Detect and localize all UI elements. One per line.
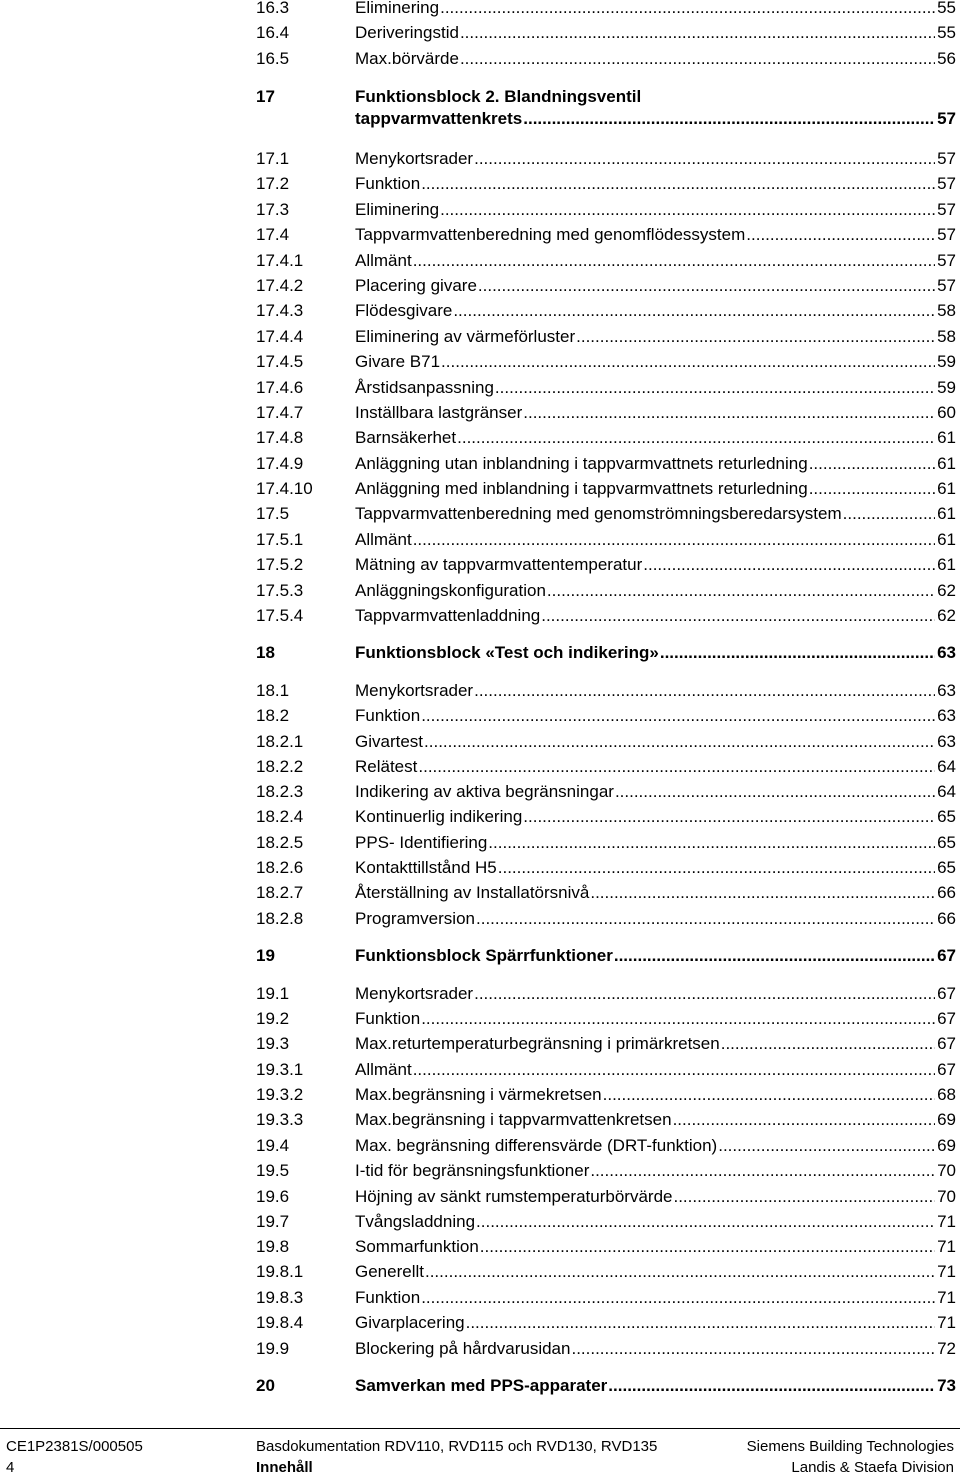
toc-title: Anläggning med inblandning i tappvarmvattnets returledning bbox=[355, 479, 808, 498]
toc-page-number: 67 bbox=[937, 1009, 956, 1028]
toc-title: Eliminering av värmeförluster bbox=[355, 327, 576, 346]
toc-number: 19.8.1 bbox=[256, 1262, 304, 1281]
toc-number: 18.2.3 bbox=[256, 782, 304, 801]
toc-entry[interactable] bbox=[256, 832, 956, 854]
toc-chapter[interactable] bbox=[256, 1375, 956, 1397]
toc-entry[interactable] bbox=[256, 781, 956, 803]
toc-page-number: 61 bbox=[937, 454, 956, 473]
toc-title: Funktion bbox=[355, 1288, 421, 1307]
toc-number: 19.2 bbox=[256, 1009, 290, 1028]
toc-number: 19.3.2 bbox=[256, 1085, 304, 1104]
toc-title: Eliminering bbox=[355, 0, 440, 17]
toc-number: 18 bbox=[256, 643, 275, 662]
toc-page-number: 57 bbox=[937, 251, 956, 270]
dot-leader bbox=[809, 453, 935, 475]
toc-title: Tappvarmvattenberedning med genomflödessystem bbox=[355, 225, 746, 244]
toc-number: 17.4.1 bbox=[256, 251, 304, 270]
toc-number: 17.3 bbox=[256, 200, 290, 219]
dot-leader bbox=[608, 1375, 935, 1397]
toc-entry[interactable] bbox=[256, 882, 956, 904]
dot-leader bbox=[523, 108, 935, 130]
dot-leader bbox=[495, 377, 935, 399]
toc-number: 19.8.3 bbox=[256, 1288, 304, 1307]
dot-leader bbox=[413, 250, 935, 272]
toc-title: Återställning av Installatörsnivå bbox=[355, 883, 590, 902]
toc-number: 17.4 bbox=[256, 225, 290, 244]
dot-leader bbox=[478, 275, 935, 297]
toc-entry[interactable] bbox=[256, 1287, 956, 1309]
toc-number: 18.2 bbox=[256, 706, 290, 725]
toc-title: Funktionsblock «Test och indikering» bbox=[355, 643, 659, 662]
toc-page-number: 61 bbox=[937, 555, 956, 574]
dot-leader bbox=[603, 1084, 935, 1106]
dot-leader bbox=[614, 945, 935, 967]
toc-number: 17 bbox=[256, 87, 275, 106]
toc-entry[interactable] bbox=[256, 1261, 956, 1283]
dot-leader bbox=[718, 1135, 935, 1157]
toc-page-number: 57 bbox=[937, 225, 956, 244]
toc-number: 17.4.7 bbox=[256, 403, 304, 422]
toc-entry[interactable] bbox=[256, 224, 956, 246]
toc-title: Max.returtemperaturbegränsning i primärkretsen bbox=[355, 1034, 720, 1053]
toc-entry[interactable] bbox=[256, 1109, 956, 1131]
toc-title: Tappvarmvattenladdning bbox=[355, 606, 541, 625]
toc-page-number: 66 bbox=[937, 909, 956, 928]
toc-title: Tvångsladdning bbox=[355, 1212, 476, 1231]
toc-entry[interactable] bbox=[256, 1084, 956, 1106]
toc-title: Allmänt bbox=[355, 251, 412, 270]
toc-number: 17.5.4 bbox=[256, 606, 304, 625]
toc-page-number: 67 bbox=[937, 1034, 956, 1053]
toc-entry[interactable] bbox=[256, 250, 956, 272]
toc-page-number: 65 bbox=[937, 833, 956, 852]
toc-entry[interactable] bbox=[256, 199, 956, 221]
dot-leader bbox=[413, 529, 935, 551]
toc-title: Placering givare bbox=[355, 276, 477, 295]
toc-number: 17.4.6 bbox=[256, 378, 304, 397]
toc-number: 19.1 bbox=[256, 984, 290, 1003]
toc-number: 20 bbox=[256, 1376, 275, 1395]
toc-number: 16.4 bbox=[256, 23, 290, 42]
dot-leader bbox=[590, 882, 935, 904]
toc-entry[interactable] bbox=[256, 48, 956, 70]
toc-number: 18.2.7 bbox=[256, 883, 304, 902]
toc-entry[interactable] bbox=[256, 1211, 956, 1233]
toc-page-number: 61 bbox=[937, 504, 956, 523]
toc-page-number: 57 bbox=[937, 276, 956, 295]
toc-entry[interactable] bbox=[256, 680, 956, 702]
toc-page-number: 57 bbox=[937, 200, 956, 219]
toc-entry[interactable] bbox=[256, 326, 956, 348]
toc-page-number: 59 bbox=[937, 378, 956, 397]
toc-page-number: 55 bbox=[937, 0, 956, 17]
toc-title: Eliminering bbox=[355, 200, 440, 219]
toc-entry[interactable] bbox=[256, 1033, 956, 1055]
toc-number: 19.9 bbox=[256, 1339, 290, 1358]
toc-title: Allmänt bbox=[355, 530, 412, 549]
toc-number: 17.4.8 bbox=[256, 428, 304, 447]
toc-entry[interactable] bbox=[256, 1008, 956, 1030]
toc-page-number: 68 bbox=[937, 1085, 956, 1104]
toc-page-number: 67 bbox=[937, 946, 956, 965]
toc-entry[interactable] bbox=[256, 148, 956, 170]
toc-page-number: 71 bbox=[937, 1212, 956, 1231]
toc-page-number: 61 bbox=[937, 428, 956, 447]
toc-entry[interactable] bbox=[256, 0, 956, 19]
toc-page-number: 67 bbox=[937, 1060, 956, 1079]
toc-entry[interactable] bbox=[256, 503, 956, 525]
toc-number: 18.2.4 bbox=[256, 807, 304, 826]
toc-page-number: 61 bbox=[937, 530, 956, 549]
toc-entry[interactable] bbox=[256, 1312, 956, 1334]
dot-leader bbox=[615, 781, 935, 803]
toc-page-number: 69 bbox=[937, 1110, 956, 1129]
dot-leader bbox=[460, 48, 935, 70]
dot-leader bbox=[466, 1312, 935, 1334]
toc-number: 19.4 bbox=[256, 1136, 290, 1155]
toc-entry[interactable] bbox=[256, 1160, 956, 1182]
toc-page-number: 63 bbox=[937, 706, 956, 725]
toc-title: Kontakttillstånd H5 bbox=[355, 858, 497, 877]
dot-leader bbox=[474, 680, 935, 702]
toc-number: 17.4.9 bbox=[256, 454, 304, 473]
toc-entry[interactable] bbox=[256, 605, 956, 627]
toc-title: Samverkan med PPS-apparater bbox=[355, 1376, 608, 1395]
toc-entry[interactable] bbox=[256, 453, 956, 475]
toc-number: 18.2.1 bbox=[256, 732, 304, 751]
dot-leader bbox=[457, 427, 935, 449]
toc-page-number: 71 bbox=[937, 1237, 956, 1256]
toc-title: Barnsäkerhet bbox=[355, 428, 457, 447]
toc-title: Kontinuerlig indikering bbox=[355, 807, 523, 826]
toc-number: 19.3.3 bbox=[256, 1110, 304, 1129]
dot-leader bbox=[460, 22, 935, 44]
toc-entry[interactable] bbox=[256, 1186, 956, 1208]
toc-page-number: 62 bbox=[937, 606, 956, 625]
toc-page-number: 71 bbox=[937, 1262, 956, 1281]
toc-title: Givare B71 bbox=[355, 352, 441, 371]
toc-page-number: 63 bbox=[937, 732, 956, 751]
toc-title: Menykortsrader bbox=[355, 149, 474, 168]
toc-title: Årstidsanpassning bbox=[355, 378, 494, 397]
dot-leader bbox=[523, 806, 935, 828]
toc-title: Tappvarmvattenberedning med genomströmningsberedarsystem bbox=[355, 504, 842, 523]
toc-number: 17.2 bbox=[256, 174, 290, 193]
dot-leader bbox=[843, 503, 935, 525]
toc-entry[interactable] bbox=[256, 756, 956, 778]
toc-title: Menykortsrader bbox=[355, 984, 474, 1003]
dot-leader bbox=[476, 1211, 935, 1233]
toc-page-number: 71 bbox=[937, 1313, 956, 1332]
toc-number: 17.5 bbox=[256, 504, 290, 523]
toc-title: Sommarfunktion bbox=[355, 1237, 479, 1256]
dot-leader bbox=[590, 1160, 935, 1182]
toc-page-number: 55 bbox=[937, 23, 956, 42]
toc-entry[interactable] bbox=[256, 402, 956, 424]
toc-number: 17.4.2 bbox=[256, 276, 304, 295]
toc-entry[interactable] bbox=[256, 1135, 956, 1157]
toc-title: Funktionsblock Spärrfunktioner bbox=[355, 946, 613, 965]
dot-leader bbox=[474, 148, 935, 170]
toc-entry[interactable] bbox=[256, 427, 956, 449]
toc-title: Indikering av aktiva begränsningar bbox=[355, 782, 614, 801]
toc-page-number: 71 bbox=[937, 1288, 956, 1307]
dot-leader bbox=[421, 1287, 935, 1309]
toc-entry[interactable] bbox=[256, 554, 956, 576]
toc-title: Max.börvärde bbox=[355, 49, 459, 68]
toc-entry[interactable] bbox=[256, 731, 956, 753]
toc-page-number: 63 bbox=[937, 643, 956, 662]
toc-entry[interactable] bbox=[256, 806, 956, 828]
toc-page-number: 67 bbox=[937, 984, 956, 1003]
dot-leader bbox=[474, 983, 935, 1005]
dot-leader bbox=[440, 199, 935, 221]
toc-title: Max. begränsning differensvärde (DRT-funktion) bbox=[355, 1136, 718, 1155]
toc-number: 18.2.5 bbox=[256, 833, 304, 852]
toc-number: 18.2.8 bbox=[256, 909, 304, 928]
toc-page-number: 64 bbox=[937, 782, 956, 801]
toc-title: Anläggning utan inblandning i tappvarmvattnets returledning bbox=[355, 454, 808, 473]
toc-chapter[interactable] bbox=[256, 642, 956, 664]
dot-leader bbox=[523, 402, 935, 424]
toc-page-number: 62 bbox=[937, 581, 956, 600]
toc-title: Menykortsrader bbox=[355, 681, 474, 700]
toc-entry[interactable] bbox=[256, 857, 956, 879]
toc-title: Givartest bbox=[355, 732, 424, 751]
toc-page-number: 64 bbox=[937, 757, 956, 776]
dot-leader bbox=[441, 351, 935, 373]
toc-entry[interactable] bbox=[256, 478, 956, 500]
dot-leader bbox=[421, 1008, 935, 1030]
toc-entry[interactable] bbox=[256, 580, 956, 602]
dot-leader bbox=[440, 0, 935, 19]
toc-number: 17.1 bbox=[256, 149, 290, 168]
dot-leader bbox=[746, 224, 935, 246]
toc-number: 17.5.1 bbox=[256, 530, 304, 549]
toc-page-number: 56 bbox=[937, 49, 956, 68]
toc-entry[interactable] bbox=[256, 351, 956, 373]
toc-number: 18.1 bbox=[256, 681, 290, 700]
toc-page-number: 63 bbox=[937, 681, 956, 700]
page-footer bbox=[0, 1428, 960, 1476]
toc-number: 19.7 bbox=[256, 1212, 290, 1231]
toc-title: Funktionsblock 2. Blandningsventil bbox=[355, 87, 642, 106]
toc-entry[interactable] bbox=[256, 983, 956, 1005]
dot-leader bbox=[418, 756, 935, 778]
toc-entry[interactable] bbox=[256, 377, 956, 399]
doc-id: CE1P2381S/000505 bbox=[6, 1438, 143, 1455]
toc-title: Inställbara lastgränser bbox=[355, 403, 523, 422]
section-name: Innehåll bbox=[256, 1459, 313, 1476]
dot-leader bbox=[488, 832, 935, 854]
dot-leader bbox=[643, 554, 935, 576]
toc-title: Mätning av tappvarmvattentemperatur bbox=[355, 555, 643, 574]
toc-number: 19.3.1 bbox=[256, 1060, 304, 1079]
toc-page-number: 66 bbox=[937, 883, 956, 902]
toc-title: Allmänt bbox=[355, 1060, 412, 1079]
toc-entry[interactable] bbox=[256, 1059, 956, 1081]
toc-title: Höjning av sänkt rumstemperaturbörvärde bbox=[355, 1187, 673, 1206]
toc-page-number: 57 bbox=[937, 109, 956, 128]
dot-leader bbox=[480, 1236, 935, 1258]
dot-leader bbox=[498, 857, 935, 879]
toc-page-number: 61 bbox=[937, 479, 956, 498]
toc-page-number: 58 bbox=[937, 301, 956, 320]
toc-entry[interactable] bbox=[256, 173, 956, 195]
toc-title: Deriveringstid bbox=[355, 23, 459, 42]
toc-number: 19 bbox=[256, 946, 275, 965]
dot-leader bbox=[673, 1109, 936, 1131]
toc-page-number: 70 bbox=[937, 1187, 956, 1206]
toc-page-number: 59 bbox=[937, 352, 956, 371]
toc-title-continued: tappvarmvattenkrets bbox=[355, 109, 523, 128]
dot-leader bbox=[576, 326, 935, 348]
toc-number: 18.2.2 bbox=[256, 757, 304, 776]
toc-title: Max.begränsning i värmekretsen bbox=[355, 1085, 602, 1104]
toc-page-number: 57 bbox=[937, 149, 956, 168]
dot-leader bbox=[809, 478, 935, 500]
toc-number: 17.4.4 bbox=[256, 327, 304, 346]
toc-number: 17.4.10 bbox=[256, 479, 313, 498]
toc-number: 19.8 bbox=[256, 1237, 290, 1256]
toc-number: 18.2.6 bbox=[256, 858, 304, 877]
toc-number: 16.3 bbox=[256, 0, 290, 17]
toc-page-number: 72 bbox=[937, 1339, 956, 1358]
toc-page-number: 73 bbox=[937, 1376, 956, 1395]
dot-leader bbox=[721, 1033, 935, 1055]
toc-title: Flödesgivare bbox=[355, 301, 453, 320]
toc-entry[interactable] bbox=[256, 1338, 956, 1360]
toc-number: 19.8.4 bbox=[256, 1313, 304, 1332]
toc-page-number: 69 bbox=[937, 1136, 956, 1155]
toc-entry[interactable] bbox=[256, 300, 956, 322]
dot-leader bbox=[660, 642, 935, 664]
toc-title: Anläggningskonfiguration bbox=[355, 581, 546, 600]
toc-entry[interactable] bbox=[256, 908, 956, 930]
toc-number: 17.4.5 bbox=[256, 352, 304, 371]
doc-title: Basdokumentation RDV110, RVD115 och RVD130, RVD135 bbox=[256, 1438, 658, 1455]
toc-title: Givarplacering bbox=[355, 1313, 465, 1332]
toc-entry[interactable] bbox=[256, 529, 956, 551]
toc-number: 19.3 bbox=[256, 1034, 290, 1053]
dot-leader bbox=[421, 173, 935, 195]
toc-title: Blockering på hårdvarusidan bbox=[355, 1339, 571, 1358]
dot-leader bbox=[425, 1261, 935, 1283]
toc-chapter[interactable] bbox=[256, 86, 956, 130]
toc-page-number: 65 bbox=[937, 858, 956, 877]
toc-number: 19.5 bbox=[256, 1161, 290, 1180]
toc-entry[interactable] bbox=[256, 22, 956, 44]
dot-leader bbox=[476, 908, 935, 930]
toc-title: Relätest bbox=[355, 757, 418, 776]
dot-leader bbox=[424, 731, 935, 753]
dot-leader bbox=[541, 605, 935, 627]
toc-number: 16.5 bbox=[256, 49, 290, 68]
dot-leader bbox=[453, 300, 935, 322]
toc-chapter[interactable] bbox=[256, 945, 956, 967]
toc-title: Funktion bbox=[355, 1009, 421, 1028]
toc-number: 17.5.2 bbox=[256, 555, 304, 574]
toc-number: 19.6 bbox=[256, 1187, 290, 1206]
toc-title: Funktion bbox=[355, 174, 421, 193]
dot-leader bbox=[673, 1186, 935, 1208]
toc-page-number: 70 bbox=[937, 1161, 956, 1180]
toc-title: PPS- Identifiering bbox=[355, 833, 488, 852]
dot-leader bbox=[413, 1059, 935, 1081]
toc-title: Max.begränsning i tappvarmvattenkretsen bbox=[355, 1110, 672, 1129]
toc-number: 17.4.3 bbox=[256, 301, 304, 320]
dot-leader bbox=[421, 705, 935, 727]
toc-page-number: 58 bbox=[937, 327, 956, 346]
toc-page-number: 57 bbox=[937, 174, 956, 193]
dot-leader bbox=[571, 1338, 935, 1360]
toc-entry[interactable] bbox=[256, 705, 956, 727]
dot-leader bbox=[547, 580, 935, 602]
company-name: Siemens Building Technologies bbox=[746, 1438, 954, 1455]
page-number: 4 bbox=[6, 1459, 15, 1476]
toc-title: Generellt bbox=[355, 1262, 424, 1281]
toc-title: I-tid för begränsningsfunktioner bbox=[355, 1161, 590, 1180]
toc-title: Funktion bbox=[355, 706, 421, 725]
toc-page-number: 65 bbox=[937, 807, 956, 826]
toc-number: 17.5.3 bbox=[256, 581, 304, 600]
toc-title: Programversion bbox=[355, 909, 475, 928]
toc-page-number: 60 bbox=[937, 403, 956, 422]
division-name: Landis & Staefa Division bbox=[791, 1459, 954, 1476]
toc-entry[interactable] bbox=[256, 275, 956, 297]
toc-entry[interactable] bbox=[256, 1236, 956, 1258]
